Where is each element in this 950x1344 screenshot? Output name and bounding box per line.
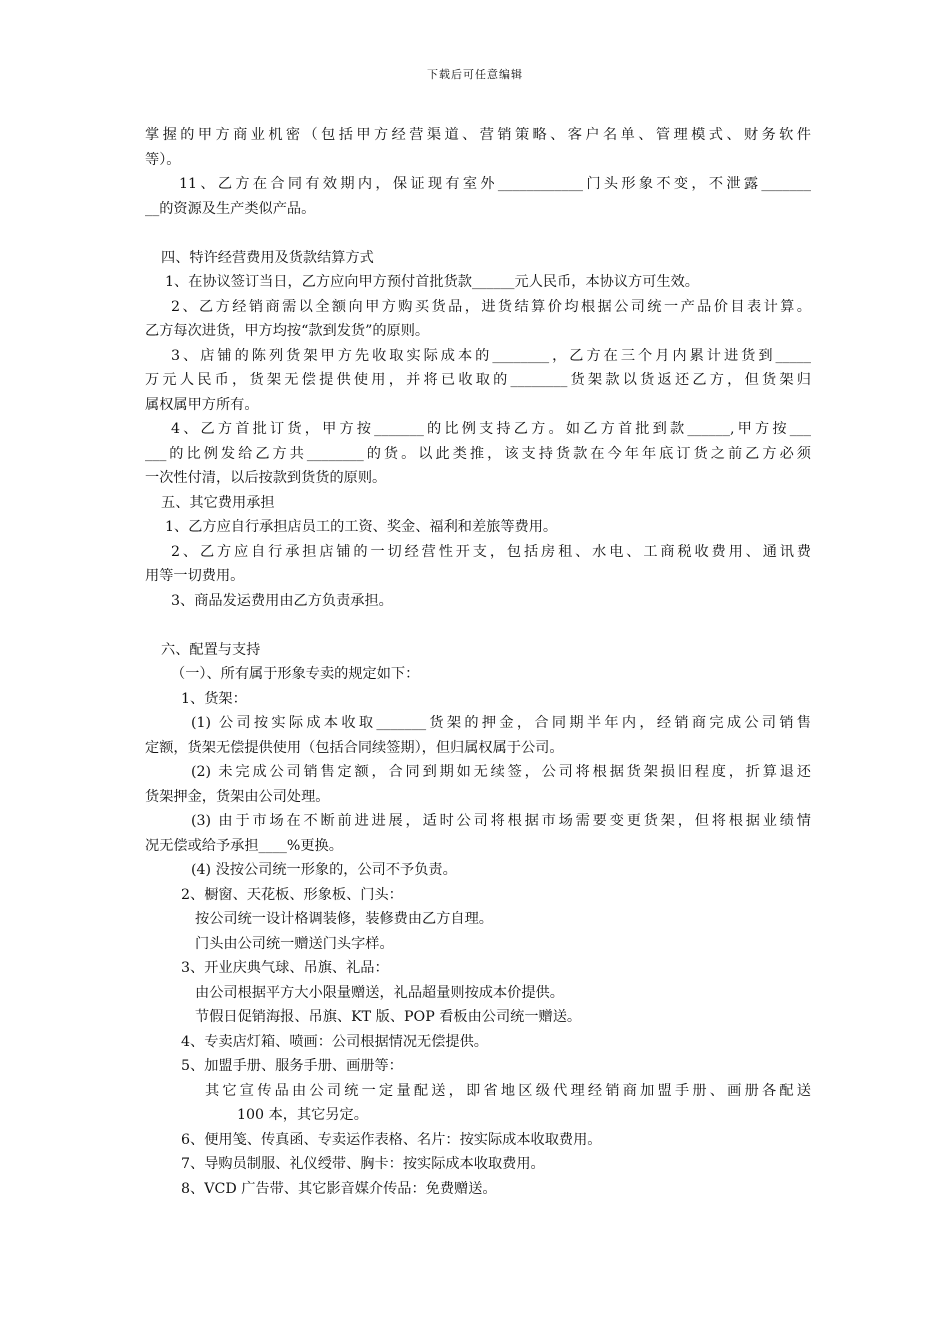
document-line: 掌握的甲方商业机密（包括甲方经营渠道、营销策略、客户名单、管理模式、财务软件: [145, 127, 811, 143]
document-line: 定额，货架无偿提供使用（包括合同续签期），但归属权属于公司。: [145, 739, 564, 756]
document-line: 3、店铺的陈列货架甲方先收取实际成本的________，乙方在三个月内累计进货到_____: [171, 347, 811, 364]
document-line: 2、乙方应自行承担店铺的一切经营性开支，包括房租、水电、工商税收费用、通讯费: [171, 543, 811, 560]
document-line: 2、橱窗、天花板、形象板、门头：: [181, 886, 403, 903]
document-line: 节假日促销海报、吊旗、KT 版、POP 看板由公司统一赠送。: [195, 1009, 582, 1025]
document-line: 1、在协议签订当日，乙方应向甲方预付首批货款______元人民币，本协议方可生效。: [165, 274, 699, 290]
document-line: 乙方每次进货，甲方均按“款到发货”的原则。: [145, 323, 430, 339]
document-line: 11、乙方在合同有效期内，保证现有室外____________门头形象不变，不泄露_______: [179, 176, 811, 192]
document-line: __的资源及生产类似产品。: [145, 200, 316, 217]
document-body: [145, 123, 811, 1201]
document-line: 100 本，其它另定。: [237, 1107, 368, 1123]
document-line: （一）、所有属于形象专卖的规定如下：: [171, 666, 420, 682]
document-line: (4) 没按公司统一形象的，公司不予负责。: [191, 862, 457, 878]
document-line: (1) 公司按实际成本收取_______货架的押金，合同期半年内，经销商完成公司销售: [191, 715, 811, 731]
document-line: 1、货架：: [181, 690, 247, 707]
document-line: 按公司统一设计格调装修，装修费由乙方自理。: [195, 911, 493, 927]
blank-line: [145, 613, 811, 638]
document-line: 2、乙方经销商需以全额向甲方购买货品，进货结算价均根据公司统一产品价目表计算。: [171, 298, 811, 315]
document-line: (2) 未完成公司销售定额，合同到期如无续签，公司将根据货架损旧程度，折算退还: [191, 764, 811, 780]
document-line: 由公司根据平方大小限量赠送，礼品超量则按成本价提供。: [195, 984, 564, 1001]
document-line: 4、乙方首批订货，甲方按_______的比例支持乙方。如乙方首批到款______,甲方按___: [171, 421, 811, 437]
document-line: (3) 由于市场在不断前进进展，适时公司将根据市场需要变更货架，但将根据业绩情: [191, 813, 811, 829]
document-line: ___的比例发给乙方共________的货。以此类推，该支持货款在今年年底订货之前乙方必须: [145, 445, 811, 462]
document-line: 一次性付清，以后按款到货货的原则。: [145, 470, 387, 486]
document-line: 况无偿或给予承担____%更换。: [145, 837, 343, 854]
document-line: 3、开业庆典气球、吊旗、礼品：: [181, 960, 389, 976]
document-line: 用等一切费用。: [145, 568, 245, 584]
document-line: 其它宣传品由公司统一定量配送，即省地区级代理经销商加盟手册、画册各配送: [205, 1082, 811, 1099]
blank-line: [145, 221, 811, 246]
document-line: 属权属甲方所有。: [145, 396, 259, 413]
document-line: 六、配置与支持: [161, 641, 261, 658]
document-line: 万元人民币，货架无偿提供使用，并将已收取的________货架款以货返还乙方，但货架归: [145, 372, 811, 388]
document-line: 门头由公司统一赠送门头字样。: [195, 935, 394, 952]
document-line: 7、导购员制服、礼仪绶带、胸卡：按实际成本收取费用。: [181, 1156, 545, 1172]
document-line: 货架押金，货架由公司处理。: [145, 788, 330, 805]
document-line: 5、加盟手册、服务手册、画册等：: [181, 1058, 403, 1074]
page-header: 下载后可任意编辑: [427, 68, 523, 81]
document-line: 4、专卖店灯箱、喷画：公司根据情况无偿提供。: [181, 1033, 488, 1050]
document-line: 1、乙方应自行承担店员工的工资、奖金、福利和差旅等费用。: [165, 519, 558, 535]
document-line: 8、VCD 广告带、其它影音媒介传品：免费赠送。: [181, 1180, 497, 1197]
document-line: 6、便用笺、传真函、专卖运作表格、名片：按实际成本收取费用。: [181, 1131, 602, 1148]
document-line: 四、特许经营费用及货款结算方式: [161, 249, 374, 266]
document-line: 五、其它费用承担: [161, 494, 275, 511]
document-line: 3、商品发运费用由乙方负责承担。: [171, 592, 393, 609]
document-line: 等）。: [145, 151, 181, 168]
